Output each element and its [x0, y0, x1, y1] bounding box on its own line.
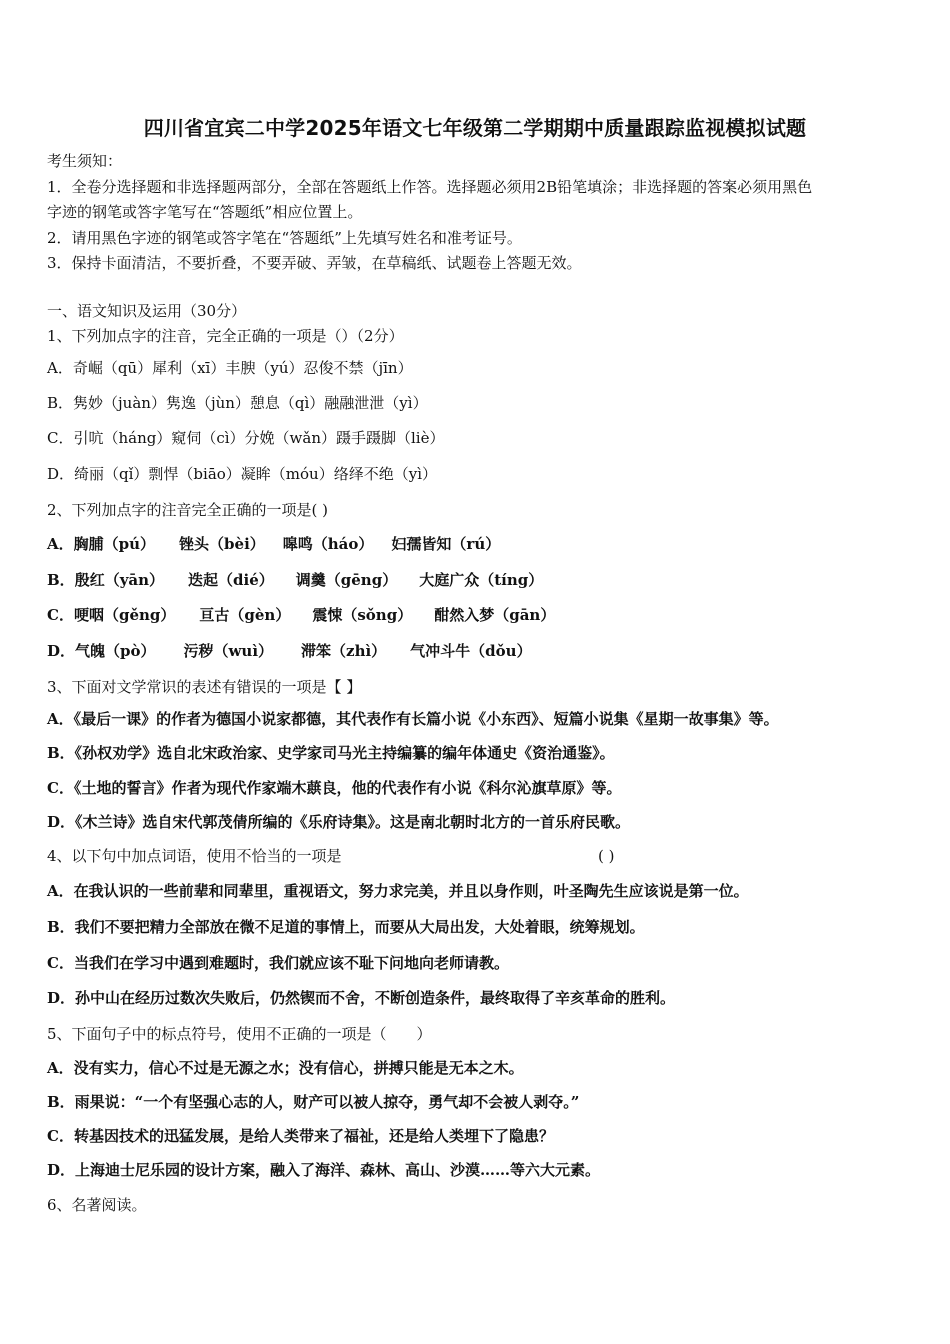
- notice-item: 2．请用黑色字迹的钢笔或答字笔在“答题纸”上先填写姓名和准考证号。: [47, 229, 522, 247]
- notice-item: 字迹的钢笔或答字笔写在“答题纸”相应位置上。: [47, 203, 363, 221]
- q5-option-d: D．上海迪士尼乐园的设计方案，融入了海洋、森林、高山、沙漠……等六大元素。: [47, 1161, 601, 1179]
- option-word: 污秽（wuì）: [183, 642, 274, 660]
- option-letter: C．: [47, 606, 74, 624]
- q3-option-b: B．《孙权劝学》选自北宋政治家、史学家司马光主持编纂的编年体通史《资治通鉴》。: [47, 744, 615, 762]
- option-letter: A．: [47, 535, 74, 553]
- section-heading: 一、语文知识及运用（30分）: [47, 302, 247, 320]
- notice-heading: 考生须知：: [47, 152, 123, 170]
- option-word: 哽咽（gěng）: [73, 606, 176, 624]
- q4-option-d: D．孙中山在经历过数次失败后，仍然锲而不舍，不断创造条件，最终取得了辛亥革命的胜利。: [47, 989, 676, 1007]
- page-title: 四川省宜宾二中学2025年语文七年级第二学期期中质量跟踪监视模拟试题: [143, 116, 807, 140]
- option-word: 迭起（dié）: [188, 571, 274, 589]
- q4-option-c: C．当我们在学习中遇到难题时，我们就应该不耻下问地向老师请教。: [47, 954, 509, 972]
- option-word: 调羹（gēng）: [295, 571, 398, 589]
- q1-option-b: B．隽妙（juàn）隽逸（jùn）憩息（qì）融融泄泄（yì）: [47, 394, 428, 412]
- option-word: 酣然入梦（gān）: [434, 606, 556, 624]
- q1-option-d: D．绮丽（qǐ）剽悍（biāo）凝眸（móu）络绎不绝（yì）: [47, 465, 437, 483]
- q1-option-c: C．引吭（háng）窥伺（cì）分娩（wǎn）蹑手蹑脚（liè）: [47, 429, 445, 447]
- q1-stem: 1、下列加点字的注音，完全正确的一项是（）（2分）: [47, 327, 404, 345]
- option-word: 妇孺皆知（rú）: [391, 535, 501, 553]
- q6-stem: 6、名著阅读。: [47, 1196, 147, 1214]
- option-letter: B．: [47, 571, 75, 589]
- option-word: 殷红（yān）: [74, 571, 165, 589]
- option-word: 大庭广众（tíng）: [419, 571, 544, 589]
- q4-answer-paren: ( ): [598, 847, 615, 865]
- option-word: 胸脯（pú）: [73, 535, 156, 553]
- option-letter: D．: [47, 642, 76, 660]
- q2-option-a: [47, 534, 500, 554]
- q2-option-b: [47, 570, 543, 590]
- option-word: 亘古（gèn）: [199, 606, 291, 624]
- q5-option-a: A．没有实力，信心不过是无源之水；没有信心，拼搏只能是无本之木。: [47, 1059, 524, 1077]
- notice-item: 3．保持卡面清洁，不要折叠，不要弄破、弄皱，在草稿纸、试题卷上答题无效。: [47, 254, 582, 272]
- q4-option-a: A．在我认识的一些前辈和同辈里，重视语文，努力求完美，并且以身作则，叶圣陶先生应该说是第一位。: [47, 882, 749, 900]
- notice-item: 1．全卷分选择题和非选择题两部分，全部在答题纸上作答。选择题必须用2B铅笔填涂；非选择题的答案必须用黑色: [47, 178, 813, 196]
- option-word: 气冲斗牛（dǒu）: [410, 642, 532, 660]
- option-word: 嗥鸣（háo）: [282, 535, 374, 553]
- q2-option-c: [47, 605, 555, 625]
- q5-stem: 5、下面句子中的标点符号，使用不正确的一项是（ ）: [47, 1025, 432, 1043]
- q2-stem: 2、下列加点字的注音完全正确的一项是( ): [47, 501, 329, 519]
- q4-option-b: B．我们不要把精力全部放在微不足道的事情上，而要从大局出发，大处着眼，统筹规划。: [47, 918, 645, 936]
- q5-option-c: C．转基因技术的迅猛发展，是给人类带来了福祉，还是给人类埋下了隐患？: [47, 1127, 554, 1145]
- q3-option-d: D．《木兰诗》选自宋代郭茂倩所编的《乐府诗集》。这是南北朝时北方的一首乐府民歌。: [47, 813, 631, 831]
- option-word: 滞笨（zhì）: [301, 642, 387, 660]
- q3-option-c: C．《土地的誓言》作者为现代作家端木蕻良，他的代表作有小说《科尔沁旗草原》等。: [47, 779, 622, 797]
- q5-option-b: B．雨果说：“一个有坚强心志的人，财产可以被人掠夺，勇气却不会被人剥夺。”: [47, 1093, 580, 1111]
- q4-stem: 4、以下句中加点词语，使用不恰当的一项是: [47, 847, 342, 865]
- q2-option-d: [47, 641, 532, 661]
- q3-option-a: A．《最后一课》的作者为德国小说家都德，其代表作有长篇小说《小东西》、短篇小说集《星期一故事集》等。: [47, 710, 779, 728]
- option-word: 震悚（sǒng）: [312, 606, 413, 624]
- option-word: 气魄（pò）: [75, 642, 156, 660]
- q1-option-a: A．奇崛（qū）犀利（xī）丰腴（yú）忍俊不禁（jīn）: [47, 359, 413, 377]
- q3-stem: 3、下面对文学常识的表述有错误的一项是【 】: [47, 678, 362, 696]
- option-word: 锉头（bèi）: [179, 535, 265, 553]
